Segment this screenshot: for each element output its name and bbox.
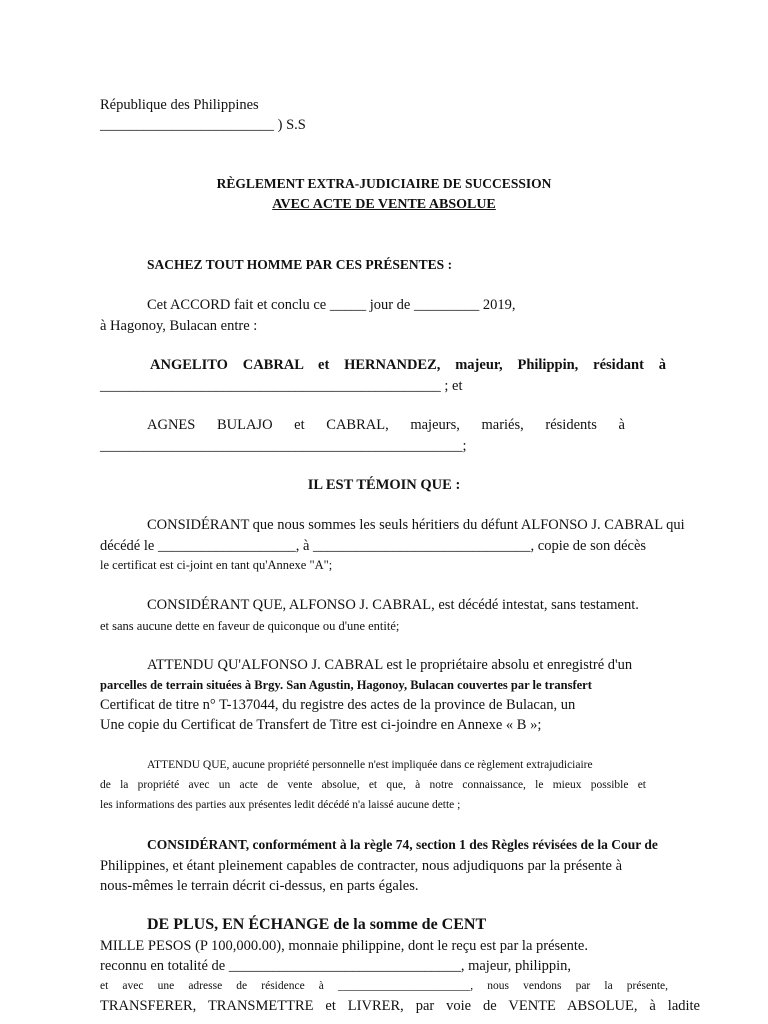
c6-line-3: reconnu en totalité de ________________________________, majeur, philippin, <box>100 958 572 974</box>
c4-line-1: ATTENDU QUE, aucune propriété personnelle n'est impliquée dans ce règlement extrajudiciaire <box>147 759 593 771</box>
accord-line-1: Cet ACCORD fait et conclu ce _____ jour de _________ 2019, <box>147 297 516 313</box>
party1-line-1: ANGELITO CABRAL et HERNANDEZ, majeur, Philippin, résidant à <box>150 357 666 373</box>
party2-line-2: __________________________________________________; <box>100 438 467 454</box>
c5-line-1: CONSIDÉRANT, conformément à la règle 74, section 1 des Règles révisées de la Cour de <box>147 837 658 852</box>
party1-line-2: _______________________________________________ ; et <box>100 378 463 394</box>
c5-line-3: nous-mêmes le terrain décrit ci-dessus, en parts égales. <box>100 878 419 894</box>
country-line: République des Philippines <box>100 97 259 113</box>
document-title-line2: AVEC ACTE DE VENTE ABSOLUE <box>272 197 496 212</box>
c3-line-4: Une copie du Certificat de Transfert de Titre est ci-joindre en Annexe « B »; <box>100 717 542 733</box>
c3-line-3: Certificat de titre n° T-137044, du registre des actes de la province de Bulacan, un <box>100 697 576 713</box>
c2-line-1: CONSIDÉRANT QUE, ALFONSO J. CABRAL, est décédé intestat, sans testament. <box>147 597 639 613</box>
document-title-line1: RÈGLEMENT EXTRA-JUDICIAIRE DE SUCCESSION <box>216 176 552 191</box>
c6-line-1: DE PLUS, EN ÉCHANGE de la somme de CENT <box>147 916 487 933</box>
c2-line-2: et sans aucune dette en faveur de quiconque ou d'une entité; <box>100 619 400 633</box>
c4-line-2: de la propriété avec un acte de vente absolue, et que, à notre connaissance, le mieux possible et <box>100 779 646 791</box>
c5-line-2: Philippines, et étant pleinement capables de contracter, nous adjudiquons par la présente à <box>100 858 623 874</box>
c4-line-3: les informations des parties aux présentes ledit décédé n'a laissé aucune dette ; <box>100 799 461 811</box>
c1-line-1: CONSIDÉRANT que nous sommes les seuls héritiers du défunt ALFONSO J. CABRAL qui <box>147 517 685 533</box>
accord-line-2: à Hagonoy, Bulacan entre : <box>100 318 258 334</box>
c6-line-5: TRANSFERER, TRANSMETTRE et LIVRER, par voie de VENTE ABSOLUE, à ladite <box>100 998 700 1014</box>
c3-line-1: ATTENDU QU'ALFONSO J. CABRAL est le propriétaire absolu et enregistré d'un <box>147 657 633 673</box>
venue-line: ________________________ ) S.S <box>100 117 306 133</box>
c6-line-2: MILLE PESOS (P 100,000.00), monnaie philippine, dont le reçu est par la présente. <box>100 938 588 954</box>
c3-line-2: parcelles de terrain situées à Brgy. San Agustin, Hagonoy, Bulacan couvertes par le transfert <box>100 678 592 692</box>
c6-line-4: et avec une adresse de résidence à _______________________, nous vendons par la présente, <box>100 980 668 992</box>
temoin-heading: IL EST TÉMOIN QUE : <box>307 477 461 493</box>
party2-line-1: AGNES BULAJO et CABRAL, majeurs, mariés, résidents à <box>147 417 625 433</box>
sachez-heading: SACHEZ TOUT HOMME PAR CES PRÉSENTES : <box>147 257 453 272</box>
c1-line-2: décédé le ___________________, à ______________________________, copie de son décès <box>100 538 647 554</box>
c1-line-3: le certificat est ci-joint en tant qu'Annexe "A"; <box>100 558 333 572</box>
